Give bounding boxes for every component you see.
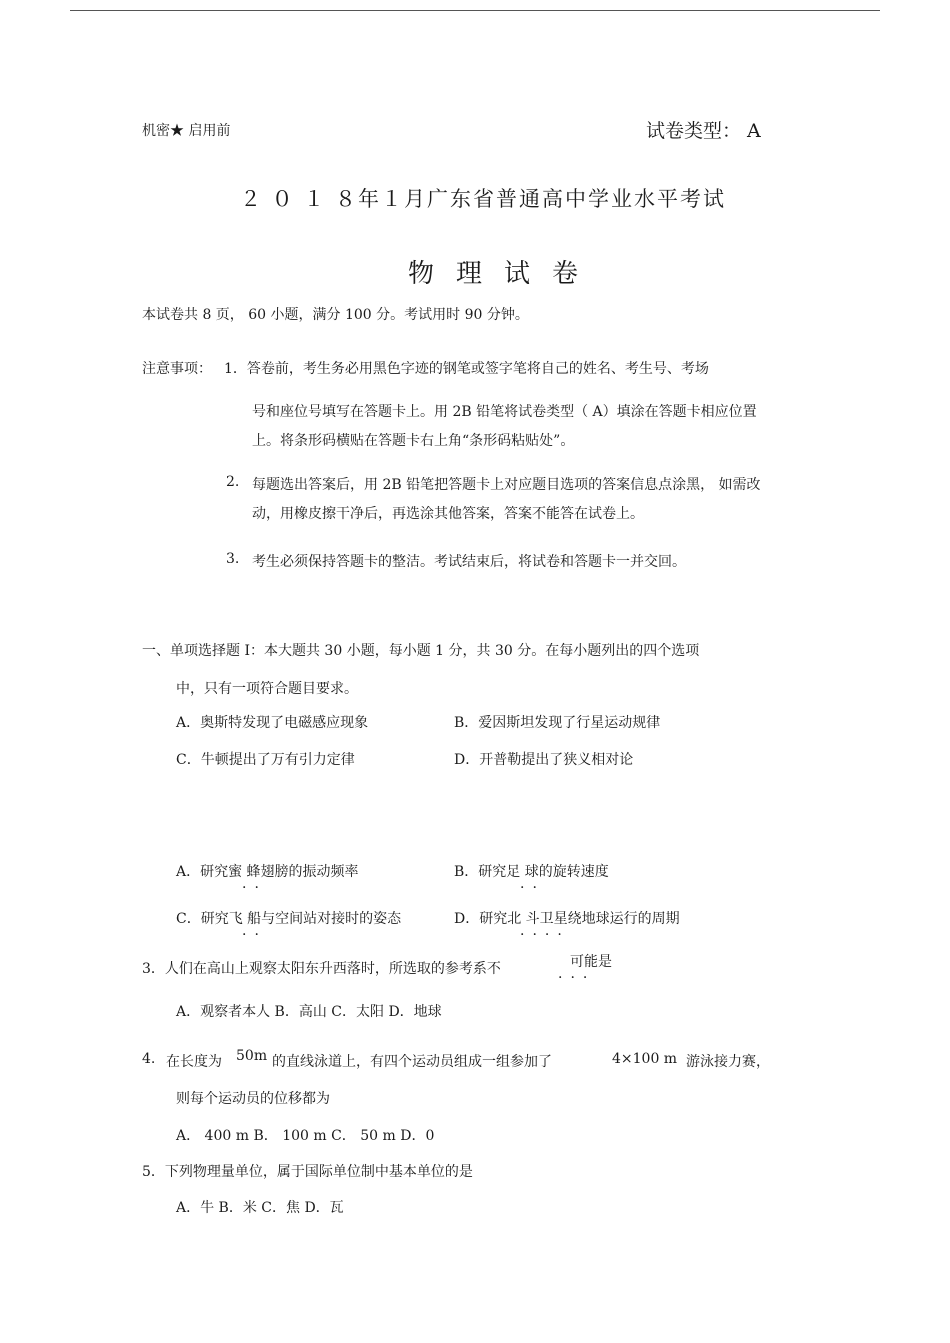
- note-1-line-3: 上。将条形码横贴在答题卡右上角“条形码粘贴处”。: [252, 433, 575, 449]
- exam-title: ２ ０ １ ８年１月广东省普通高中学业水平考试: [240, 187, 727, 211]
- q1-option-b: B．爱因斯坦发现了行星运动规律: [454, 715, 661, 731]
- q4-stem-part-1: 在长度为: [166, 1054, 222, 1070]
- q5-stem: 5．下列物理量单位，属于国际单位制中基本单位的是: [142, 1164, 473, 1180]
- paper-type-label: 试卷类型： A: [646, 120, 761, 142]
- q3-stem: 3．人们在高山上观察太阳东升西落时，所选取的参考系不: [142, 961, 501, 977]
- q3-options: A．观察者本人 B．高山 C．太阳 D．地球: [176, 1004, 442, 1020]
- q2-option-d: D．研究北 斗卫星绕地球运行的周期: [454, 911, 680, 927]
- note-2-line-2: 动，用橡皮擦干净后，再选涂其他答案，答案不能答在试卷上。: [252, 506, 644, 522]
- q1-option-c: C．牛顿提出了万有引力定律: [176, 752, 355, 768]
- note-1-line-1: 1．答卷前，考生务必用黑色字迹的钢笔或签字笔将自己的姓名、考生号、考场: [224, 361, 709, 377]
- q2-option-c-emphasis-dots: ··: [242, 927, 267, 943]
- q4-stem-part-2: 的直线泳道上，有四个运动员组成一组参加了: [272, 1054, 552, 1070]
- q4-lane-length: 50m: [236, 1048, 268, 1064]
- q2-option-b-emphasis-dots: ··: [520, 880, 545, 896]
- q4-number: 4.: [142, 1051, 156, 1067]
- note-3-number: 3.: [226, 551, 240, 567]
- notes-label: 注意事项：: [142, 361, 212, 377]
- section-1-heading: 一、单项选择题 I：本大题共 30 小题，每小题 1 分，共 30 分。在每小题列出的四个选项: [142, 643, 700, 659]
- section-1-heading-cont: 中，只有一项符合题目要求。: [176, 681, 358, 697]
- note-3-line-1: 考生必须保持答题卡的整洁。考试结束后，将试卷和答题卡一并交回。: [252, 554, 686, 570]
- confidential-label: 机密★ 启用前: [142, 123, 231, 139]
- note-2-line-1: 每题选出答案后，用 2B 铅笔把答题卡上对应题目选项的答案信息点涂黑， 如需改: [252, 477, 761, 493]
- q2-option-b: B．研究足 球的旋转速度: [454, 864, 609, 880]
- q2-option-c: C．研究飞 船与空间站对接时的姿态: [176, 911, 402, 927]
- top-rule: [70, 10, 880, 11]
- q3-emphasis-dots: ···: [558, 970, 596, 986]
- q4-relay-distance: 4×100 m: [612, 1051, 678, 1067]
- q2-option-d-emphasis-dots: ····: [520, 927, 570, 943]
- q1-option-d: D．开普勒提出了狭义相对论: [454, 752, 634, 768]
- exam-info: 本试卷共 8 页， 60 小题，满分 100 分。考试用时 90 分钟。: [142, 307, 529, 323]
- subject-title: 物理试卷: [408, 259, 601, 289]
- q4-stem-line-2: 则每个运动员的位移都为: [176, 1091, 330, 1107]
- q2-option-a-emphasis-dots: ··: [242, 880, 267, 896]
- q5-options: A．牛 B．米 C．焦 D．瓦: [176, 1200, 344, 1216]
- q3-stem-tail: 可能是: [570, 954, 612, 970]
- q4-options: A． 400 m B． 100 m C． 50 m D．0: [176, 1128, 435, 1144]
- q4-stem-part-3: 游泳接力赛，: [686, 1054, 770, 1070]
- note-2-number: 2.: [226, 474, 240, 490]
- note-1-line-2: 号和座位号填写在答题卡上。用 2B 铅笔将试卷类型（ A）填涂在答题卡相应位置: [252, 404, 757, 420]
- q2-option-a: A．研究蜜 蜂翅膀的振动频率: [176, 864, 359, 880]
- q1-option-a: A．奥斯特发现了电磁感应现象: [176, 715, 369, 731]
